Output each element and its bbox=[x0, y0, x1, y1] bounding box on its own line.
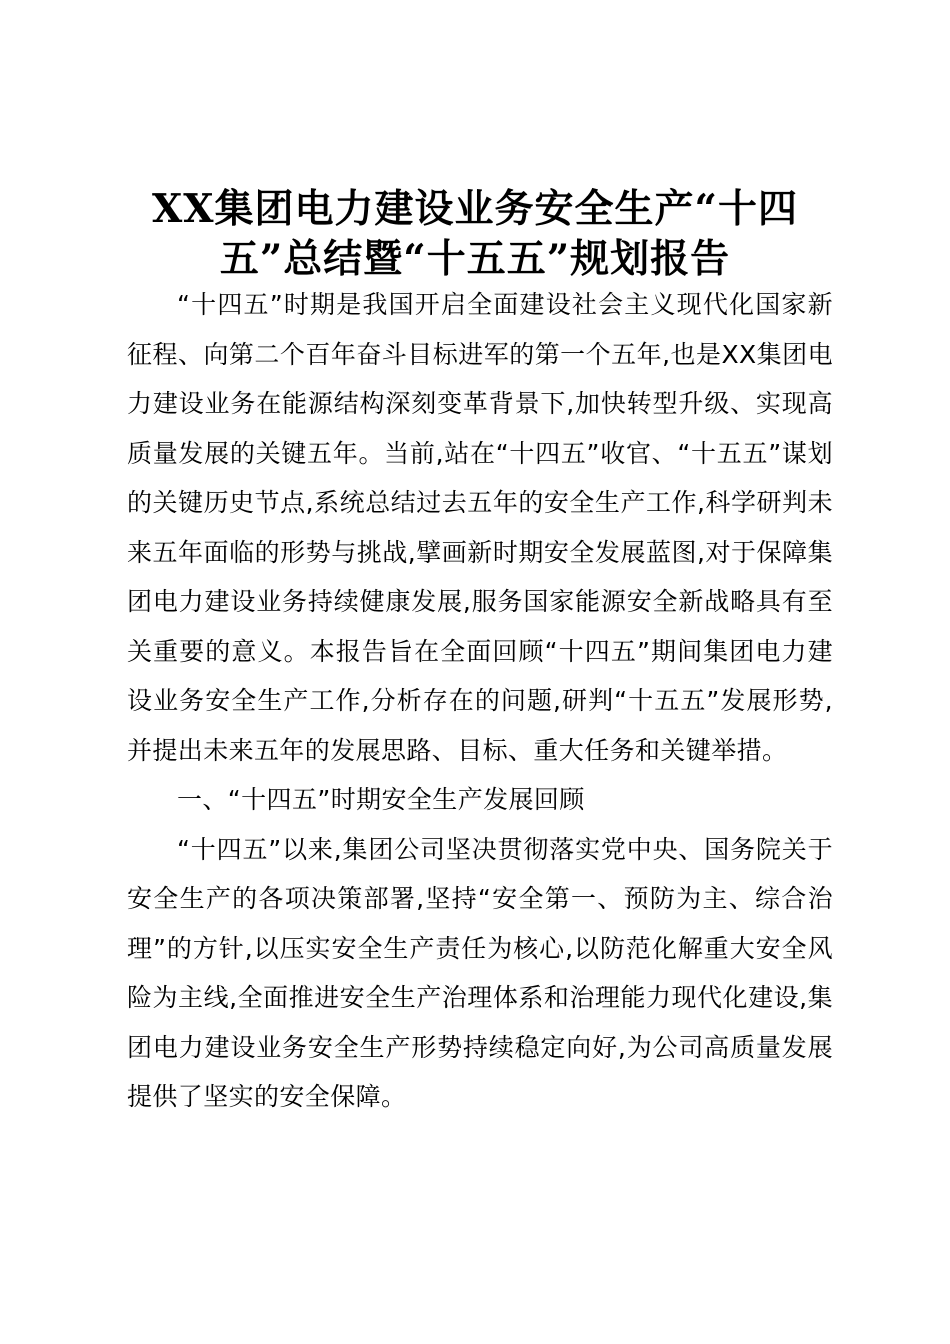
section-heading: 一、“十四五”时期安全生产发展回顾 bbox=[177, 785, 585, 814]
document-title bbox=[120, 184, 830, 284]
document-title-line-2: 五”总结暨“十五五”规划报告 bbox=[219, 236, 731, 282]
document-title-line-1: XX集团电力建设业务安全生产“十四 bbox=[152, 186, 798, 232]
document-body bbox=[127, 280, 833, 1122]
section-paragraph: “十四五”以来,集团公司坚决贯彻落实党中央、国务院关于安全生产的各项决策部署,坚持“安全第一、预防为主、综合治理”的方针,以压实安全生产责任为核心,以防范化解重大安全风险为主线,全面推进安全生产治理体系和治理能力现代化建设,集团电力建设业务安全生产形势持续稳定向好,为公司高质量发展提供了坚实的安全保障。 bbox=[127, 834, 833, 1111]
intro-paragraph: “十四五”时期是我国开启全面建设社会主义现代化国家新征程、向第二个百年奋斗目标进军的第一个五年,也是XX集团电力建设业务在能源结构深刻变革背景下,加快转型升级、实现高质量发展的关键五年。当前,站在“十四五”收官、“十五五”谋划的关键历史节点,系统总结过去五年的安全生产工作,科学研判未来五年面临的形势与挑战,擘画新时期安全发展蓝图,对于保障集团电力建设业务持续健康发展,服务国家能源安全新战略具有至关重要的意义。本报告旨在全面回顾“十四五”期间集团电力建设业务安全生产工作,分析存在的问题,研判“十五五”发展形势,并提出未来五年的发展思路、目标、重大任务和关键举措。 bbox=[127, 290, 833, 765]
